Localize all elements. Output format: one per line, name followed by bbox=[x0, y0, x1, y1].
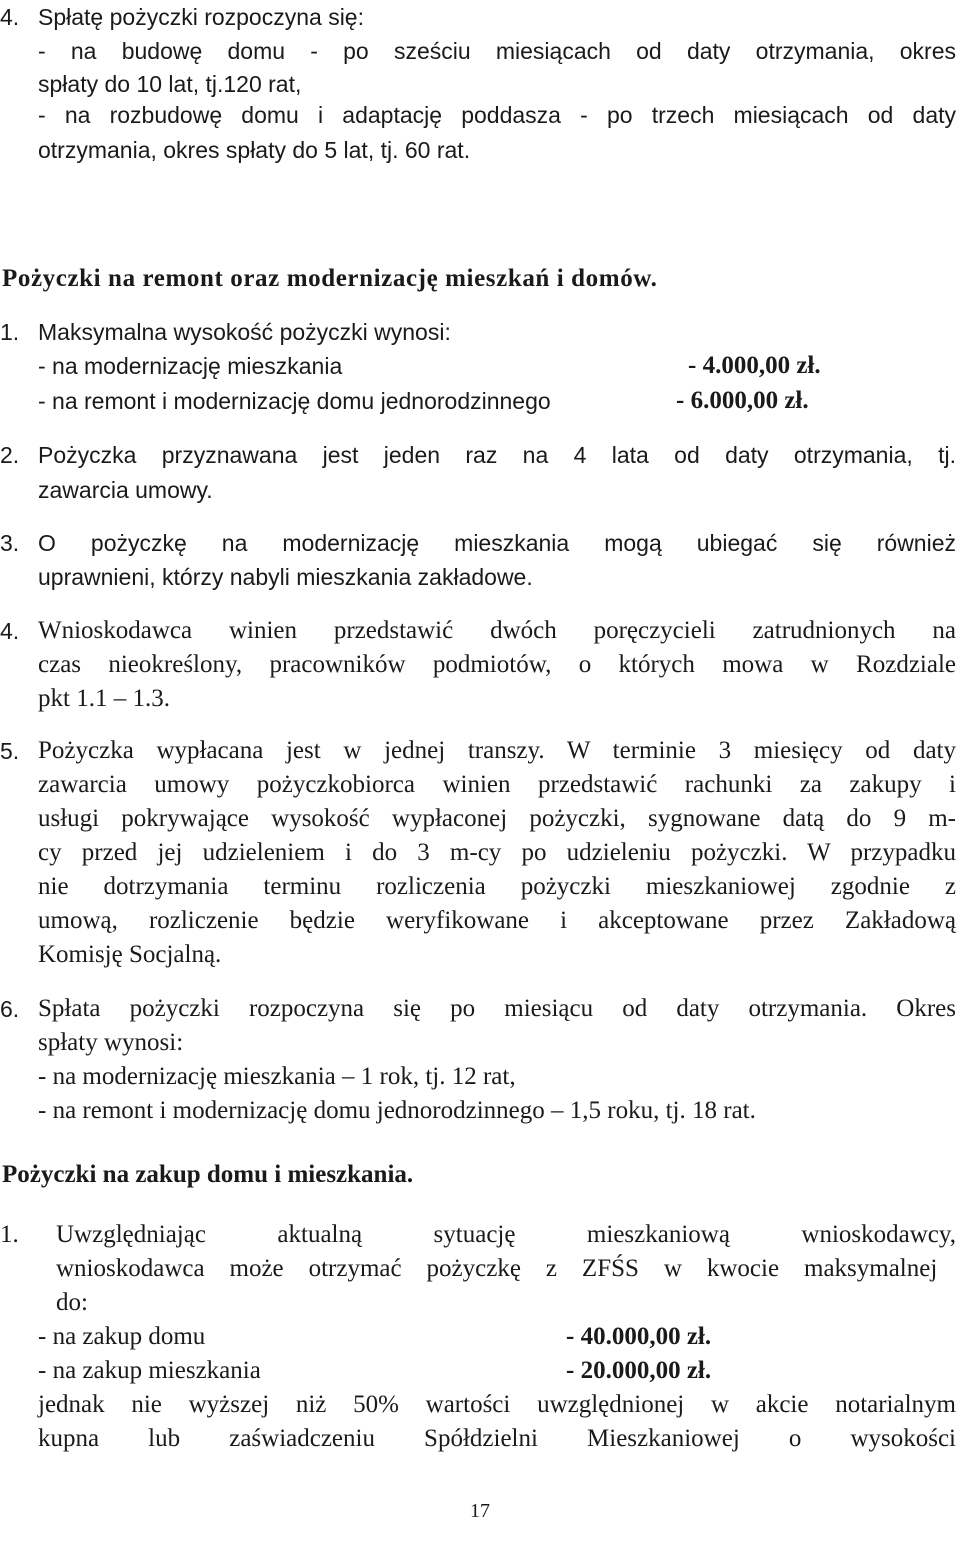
paragraph-line: nie dotrzymania terminu rozliczenia pożyczki mieszkaniowej zgodnie z bbox=[38, 873, 956, 900]
paragraph-line: otrzymania, okres spłaty do 5 lat, tj. 60 rat. bbox=[38, 137, 471, 163]
paragraph-line: - na budowę domu - po sześciu miesiącach od daty otrzymania, okres bbox=[38, 38, 956, 64]
paragraph-line: zawarcia umowy pożyczkobiorca winien przedstawić rachunki za zakupy i bbox=[38, 771, 956, 798]
section-heading: Pożyczki na remont oraz modernizację mieszkań i domów. bbox=[2, 265, 658, 292]
paragraph-line: Spłata pożyczki rozpoczyna się po miesiącu od daty otrzymania. Okres bbox=[38, 995, 956, 1022]
paragraph-line: do: bbox=[56, 1289, 88, 1316]
paragraph-line: usługi pokrywające wysokość wypłaconej pożyczki, sygnowane datą do 9 m- bbox=[38, 805, 956, 832]
paragraph-line: wnioskodawca może otrzymać pożyczkę z ZFŚS w kwocie maksymalnej bbox=[56, 1255, 938, 1282]
paragraph-line: - na modernizację mieszkania – 1 rok, tj. 12 rat, bbox=[38, 1063, 516, 1090]
section-4 bbox=[0, 2, 960, 32]
item-number: 1. bbox=[0, 1221, 19, 1248]
paragraph-line: - na remont i modernizację domu jednorodzinnego – 1,5 roku, tj. 18 rat. bbox=[38, 1097, 756, 1124]
paragraph-line: uprawnieni, którzy nabyli mieszkania zakładowe. bbox=[38, 564, 533, 590]
paragraph-line: Spłatę pożyczki rozpoczyna się: bbox=[38, 4, 364, 30]
list-item bbox=[0, 317, 960, 347]
amount-row bbox=[0, 386, 960, 416]
amount-value: - 40.000,00 zł. bbox=[566, 1323, 712, 1350]
section-heading: Pożyczki na zakup domu i mieszkania. bbox=[2, 1161, 414, 1188]
paragraph-line: Wnioskodawca winien przedstawić dwóch poręczycieli zatrudnionych na bbox=[38, 617, 956, 644]
item-number: 5. bbox=[0, 738, 20, 764]
paragraph-line: spłaty wynosi: bbox=[38, 1029, 184, 1056]
amount-label: - na modernizację mieszkania bbox=[38, 353, 343, 379]
amount-value: - 20.000,00 zł. bbox=[566, 1357, 712, 1384]
item-number: 2. bbox=[0, 442, 20, 468]
paragraph-line: kupna lub zaświadczeniu Spółdzielni Mieszkaniowej o wysokości bbox=[38, 1425, 956, 1452]
paragraph-line: pkt 1.1 – 1.3. bbox=[38, 685, 170, 712]
paragraph-line: zawarcia umowy. bbox=[38, 477, 213, 503]
item-number: 3. bbox=[0, 530, 20, 556]
paragraph-line: spłaty do 10 lat, tj.120 rat, bbox=[38, 71, 302, 97]
amount-row bbox=[0, 1322, 960, 1352]
paragraph-line: czas nieokreślony, pracowników podmiotów, o których mowa w Rozdziale bbox=[38, 651, 956, 678]
paragraph-line: Uwzględniając aktualną sytuację mieszkaniową wnioskodawcy, bbox=[56, 1221, 956, 1248]
amount-value: - 6.000,00 zł. bbox=[676, 387, 809, 414]
paragraph-text: Pożyczka przyznawana jest jeden raz na 4 lata od daty otrzymania, tj. bbox=[38, 442, 956, 468]
paragraph-line: cy przed jej udzieleniem i do 3 m-cy po udzieleniu pożyczki. W przypadku bbox=[38, 839, 956, 866]
amount-value: - 4.000,00 zł. bbox=[688, 352, 821, 379]
amount-label: - na zakup mieszkania bbox=[38, 1357, 261, 1384]
item-number: 4. bbox=[0, 618, 20, 644]
paragraph-line: Pożyczka wypłacana jest w jednej transzy. W terminie 3 miesięcy od daty bbox=[38, 737, 956, 764]
amount-label: - na zakup domu bbox=[38, 1323, 206, 1350]
paragraph-line: Maksymalna wysokość pożyczki wynosi: bbox=[38, 319, 451, 345]
item-number: 4. bbox=[0, 4, 20, 30]
item-number: 1. bbox=[0, 319, 20, 345]
amount-row bbox=[0, 351, 960, 381]
paragraph-line: Komisję Socjalną. bbox=[38, 941, 222, 968]
paragraph-line: O pożyczkę na modernizację mieszkania mogą ubiegać się również bbox=[38, 530, 956, 556]
amount-label: - na remont i modernizację domu jednorodzinnego bbox=[38, 388, 551, 414]
paragraph-line: jednak nie wyższej niż 50% wartości uwzględnionej w akcie notarialnym bbox=[38, 1391, 956, 1418]
paragraph-line bbox=[38, 440, 956, 470]
paragraph-line: umową, rozliczenie będzie weryfikowane i akceptowane przez Zakładową bbox=[38, 907, 956, 934]
item-number: 6. bbox=[0, 996, 20, 1022]
amount-row bbox=[0, 1356, 960, 1386]
page-number: 17 bbox=[470, 1500, 490, 1522]
paragraph-line: - na rozbudowę domu i adaptację poddasza - po trzech miesiącach od daty bbox=[38, 102, 956, 128]
